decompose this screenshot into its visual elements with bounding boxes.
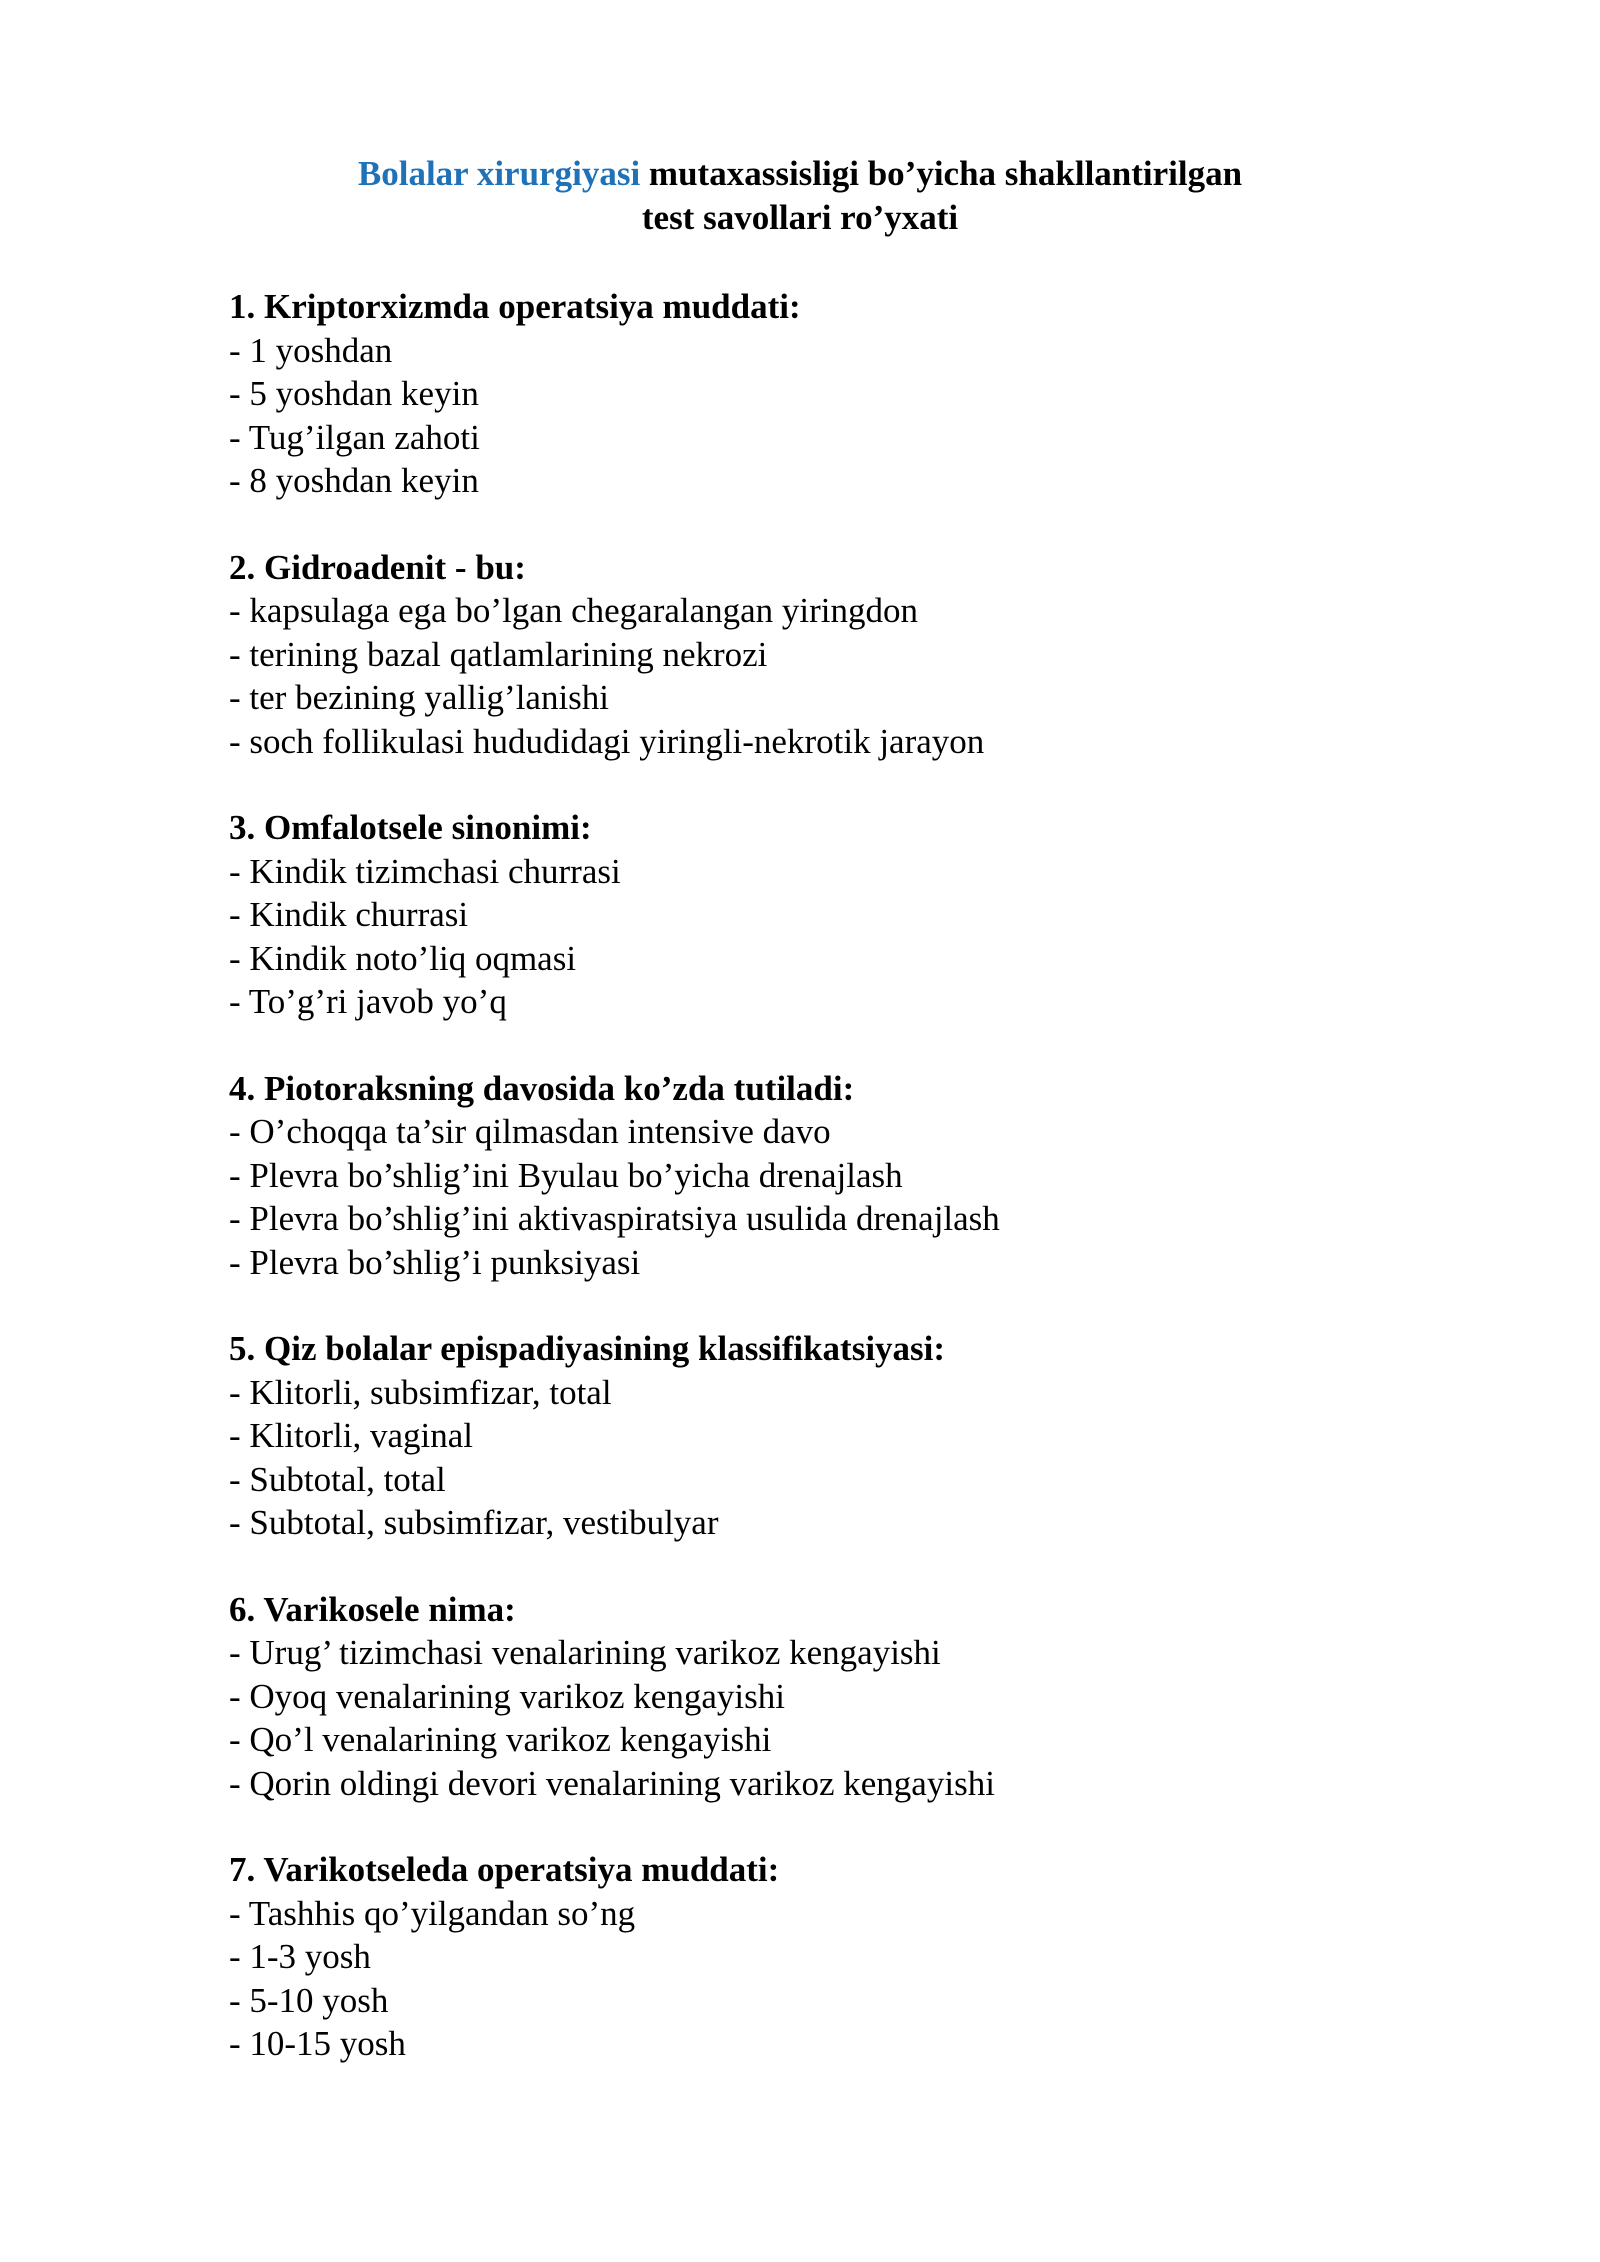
title-line-2: test savollari ro’yxati [641,198,959,237]
document-title [230,152,1370,240]
question-list [229,285,1429,2109]
answer-option: - Subtotal, total [229,1459,446,1499]
answer-option: - Oyoq venalarining varikoz kengayishi [229,1676,785,1716]
question-1 [229,285,1429,503]
answer-option: - Qo’l venalarining varikoz kengayishi [229,1720,772,1759]
answer-option: - Plevra bo’shlig’ini Byulau bo’yicha drenajlash [229,1155,903,1195]
question-6 [229,1588,1429,1806]
title-line-1 [230,152,1370,196]
question-3 [229,806,1429,1024]
answer-option: - terining bazal qatlamlarining nekrozi [229,634,768,674]
answer-option: - ter bezining yallig’lanishi [229,678,610,717]
question-heading: 4. Piotoraksning davosida ko’zda tutiladi: [229,1068,855,1108]
answer-option: - kapsulaga ega bo’lgan chegaralangan yiringdon [229,591,919,630]
answer-option: - Urug’ tizimchasi venalarining varikoz kengayishi [229,1633,941,1672]
answer-option: - Kindik noto’liq oqmasi [229,938,577,978]
answer-option: - Qorin oldingi devori venalarining varikoz kengayishi [229,1763,995,1803]
answer-option: - Klitorli, subsimfizar, total [229,1372,612,1412]
answer-option: - 5 yoshdan keyin [229,374,479,413]
question-2 [229,546,1429,764]
answer-option: - Plevra bo’shlig’i punksiyasi [229,1242,641,1282]
answer-option: - Tug’ilgan zahoti [229,417,480,457]
question-5 [229,1327,1429,1545]
answer-option: - 5-10 yosh [229,1980,389,2020]
answer-option: - Tashhis qo’yilgandan so’ng [229,1893,636,1933]
answer-option: - To’g’ri javob yo’q [229,982,507,1021]
answer-option: - 1-3 yosh [229,1937,371,1976]
answer-option: - Kindik tizimchasi churrasi [229,851,621,891]
question-heading: 6. Varikosele nima: [229,1589,516,1629]
answer-option: - Kindik churrasi [229,895,469,934]
question-heading: 2. Gidroadenit - bu: [229,547,526,587]
question-4 [229,1067,1429,1285]
answer-option: - Plevra bo’shlig’ini aktivaspiratsiya usulida drenajlash [229,1199,1000,1238]
answer-option: - 1 yoshdan [229,330,393,370]
title-specialty: Bolalar xirurgiyasi [357,154,641,193]
question-heading: 5. Qiz bolalar epispadiyasining klassifikatsiyasi: [229,1329,946,1368]
question-7 [229,1848,1429,2066]
title-rest: mutaxassisligi bo’yicha shakllantirilgan [640,154,1243,193]
answer-option: - Subtotal, subsimfizar, vestibulyar [229,1503,719,1542]
question-heading: 7. Varikotseleda operatsiya muddati: [229,1850,780,1889]
question-heading: 1. Kriptorxizmda operatsiya muddati: [229,287,801,326]
answer-option: - 10-15 yosh [229,2024,406,2063]
answer-option: - O’choqqa ta’sir qilmasdan intensive davo [229,1112,831,1151]
answer-option: - soch follikulasi hududidagi yiringli-nekrotik jarayon [229,721,985,761]
question-heading: 3. Omfalotsele sinonimi: [229,808,592,847]
answer-option: - 8 yoshdan keyin [229,461,479,500]
answer-option: - Klitorli, vaginal [229,1416,473,1455]
